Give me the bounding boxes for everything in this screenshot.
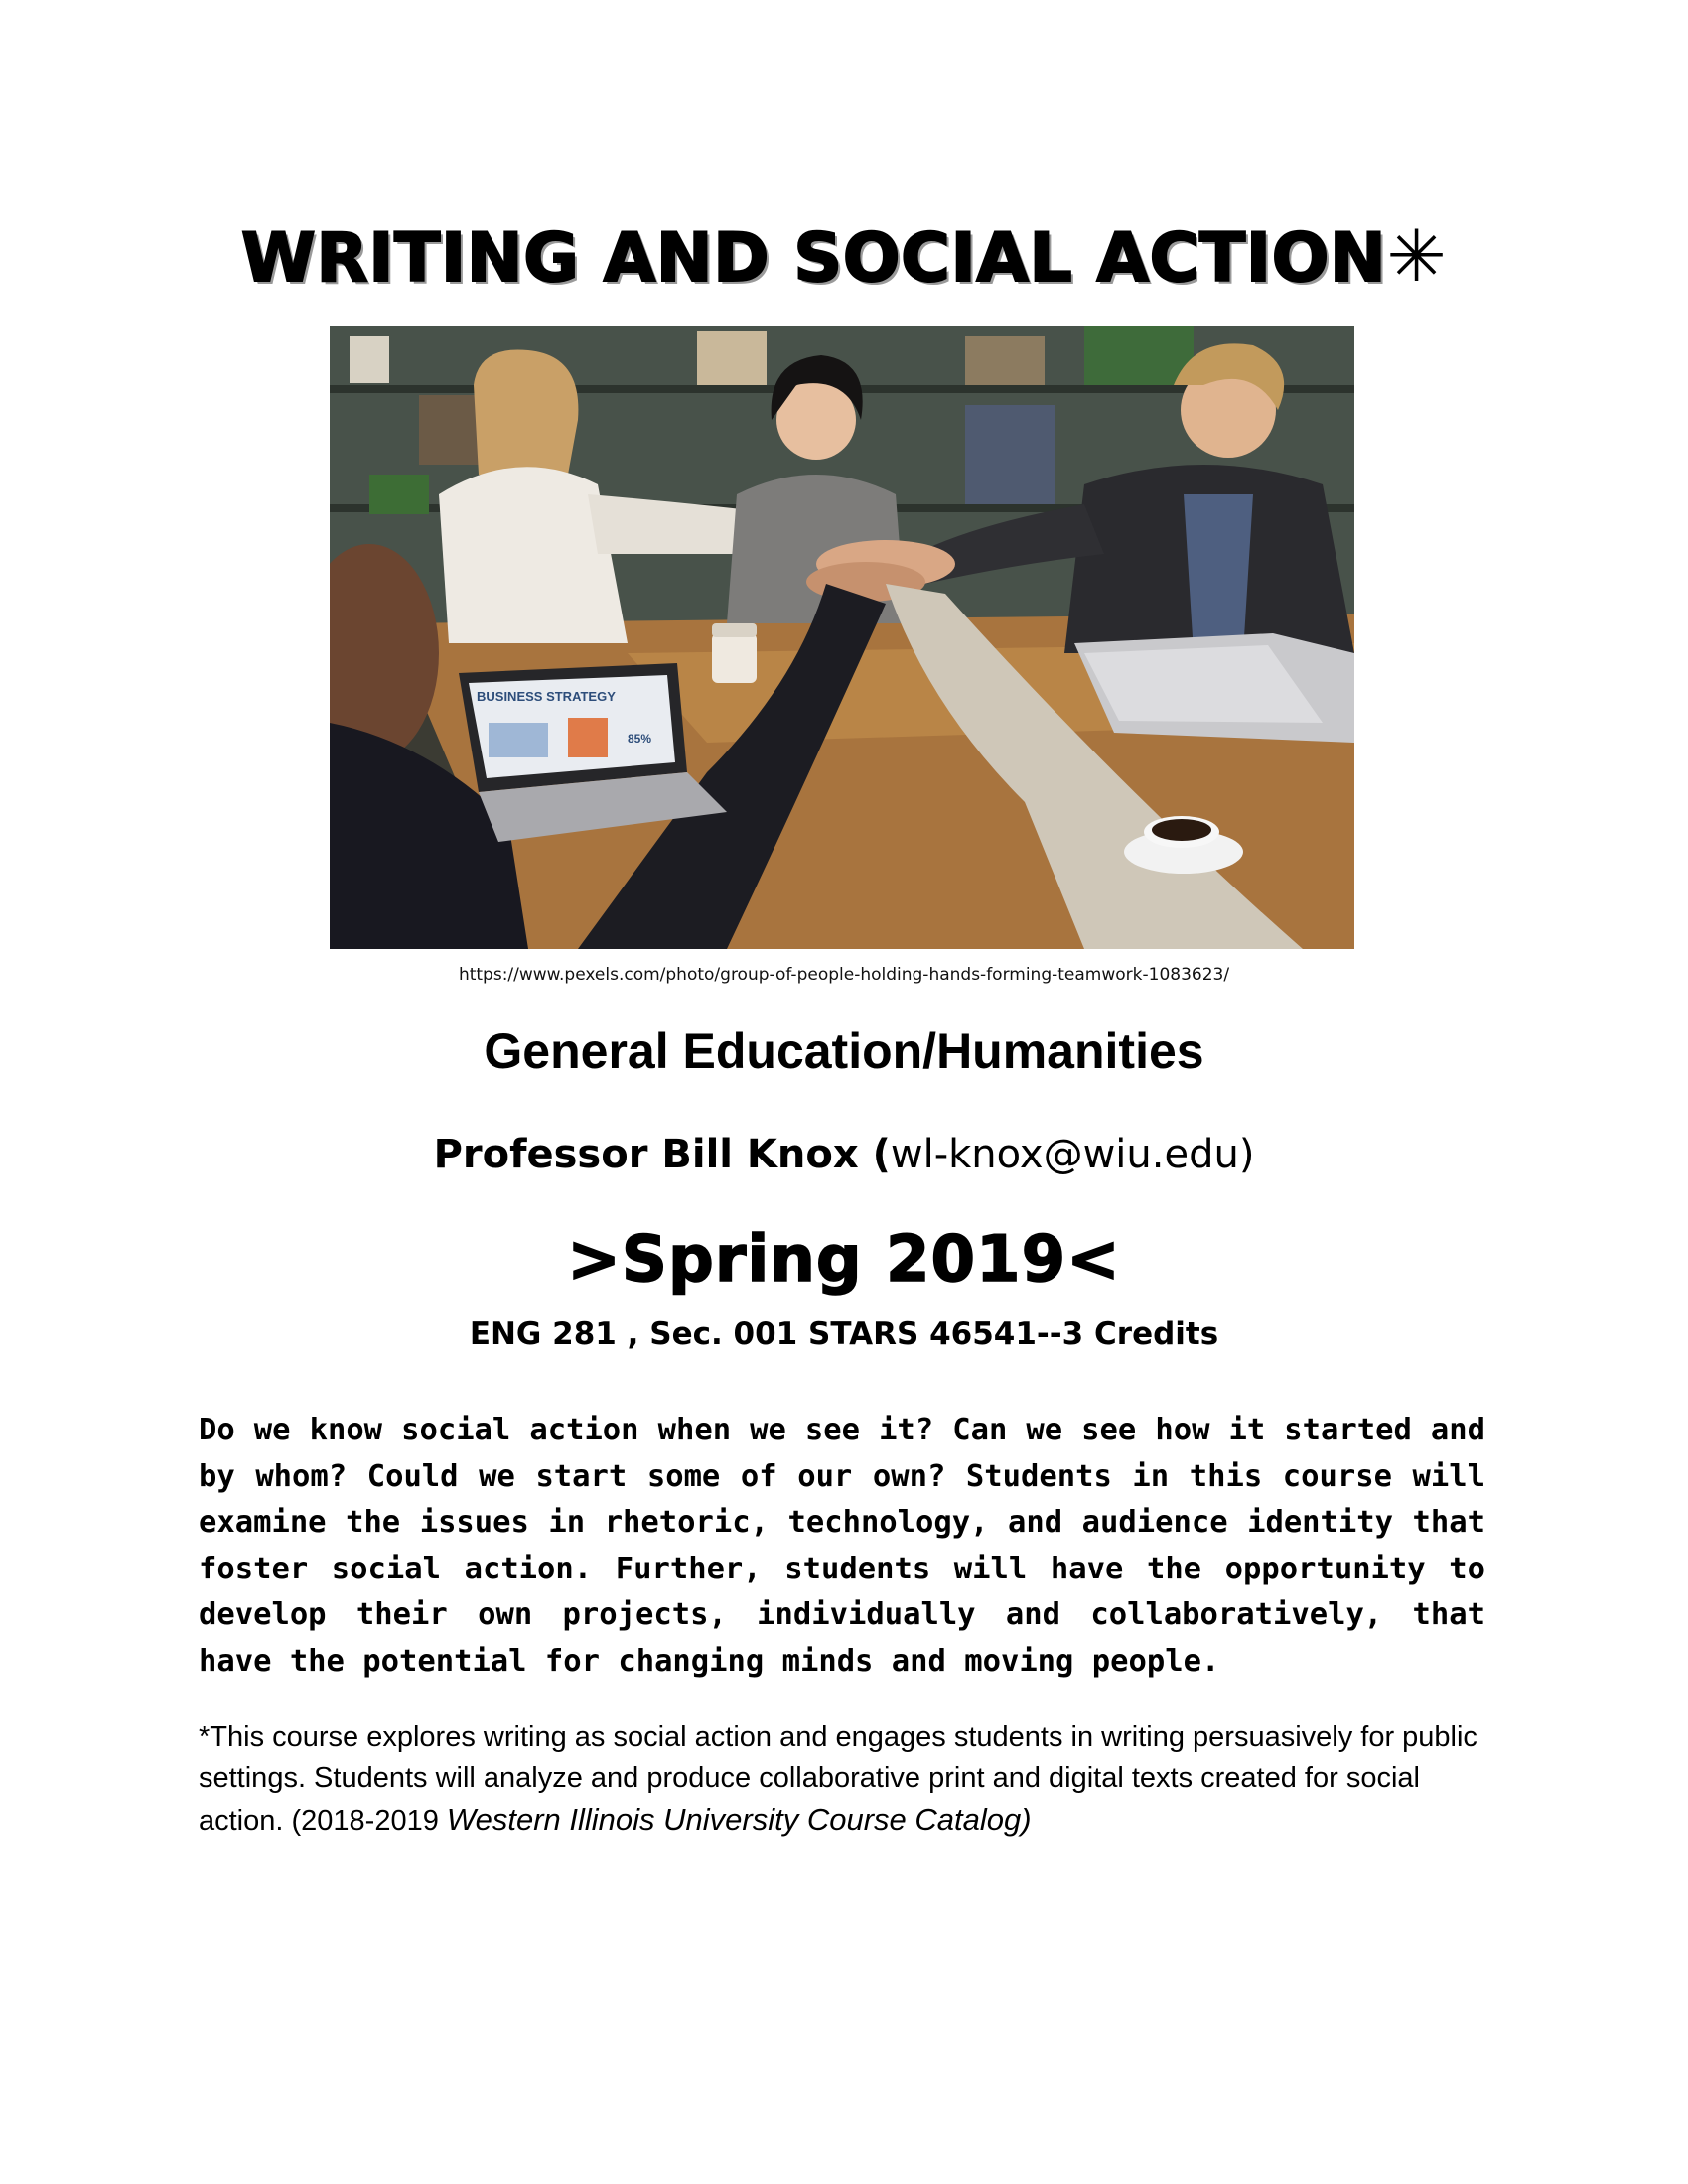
professor-name: Professor Bill Knox ( (433, 1132, 891, 1177)
teamwork-photo (330, 326, 1354, 949)
course-term: >Spring 2019< (567, 1223, 1121, 1297)
catalog-source: Western Illinois University Course Catalog) (446, 1802, 1032, 1837)
laptop-screen-text: BUSINESS STRATEGY (477, 689, 616, 704)
page-title (0, 216, 1688, 299)
professor-line (0, 1132, 1688, 1177)
course-code: ENG 281 , Sec. 001 STARS 46541--3 Credits (469, 1316, 1219, 1352)
asterisk-icon: ✳ (1386, 214, 1448, 298)
title-text: WRITING AND SOCIAL ACTION (240, 219, 1387, 298)
catalog-year: 2018-2019 (301, 1805, 447, 1837)
catalog-note (199, 1717, 1489, 1842)
photo-credit: https://www.pexels.com/photo/group-of-people-holding-hands-forming-teamwork-1083623/ (458, 965, 1230, 985)
professor-email: wl-knox@wiu.edu) (890, 1132, 1255, 1177)
teamwork-illustration (330, 326, 1354, 949)
course-category: General Education/Humanities (484, 1024, 1204, 1079)
laptop-stat: 85% (628, 732, 652, 746)
catalog-note-text: *This course explores writing as social action and engages students in writing persuasively for public settings. Students will analyze and produce collaborative print and digital texts created for social action. ( (199, 1721, 1477, 1837)
course-description: Do we know social action when we see it? Can we see how it started and by whom? Could we start some of our own? Students in this course will examine the issues in rhetoric, technology, and audience identity that foster social action. Further, students will have the opportunity to develop their own projects, individually and collaboratively, that have the potential for changing minds and moving people. (199, 1413, 1485, 1679)
